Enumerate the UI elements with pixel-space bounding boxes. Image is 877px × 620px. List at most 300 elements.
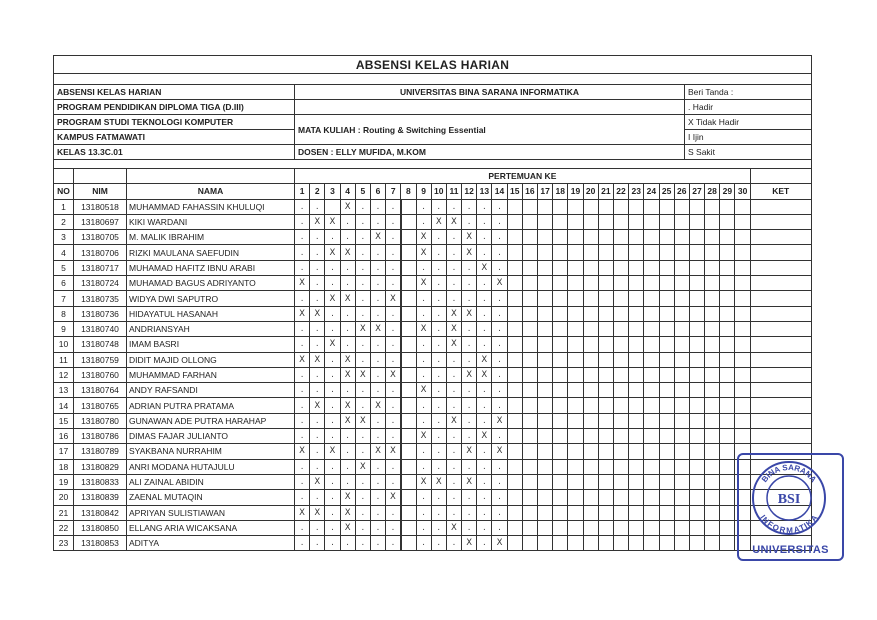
header-table: [53, 55, 812, 169]
attendance-mark: .: [340, 536, 355, 551]
attendance-mark: .: [431, 398, 446, 413]
attendance-mark: [325, 199, 340, 214]
attendance-mark: .: [325, 413, 340, 428]
attendance-mark: [583, 490, 598, 505]
attendance-mark: .: [492, 199, 507, 214]
student-nim: 13180740: [74, 321, 127, 336]
attendance-mark: [629, 291, 644, 306]
attendance-mark: [613, 214, 628, 229]
attendance-mark: [689, 474, 704, 489]
meeting-number-header: 18: [553, 184, 568, 199]
attendance-mark: X: [416, 474, 431, 489]
attendance-mark: [598, 413, 613, 428]
meeting-number-header: 7: [386, 184, 401, 199]
attendance-mark: .: [477, 398, 492, 413]
attendance-mark: X: [492, 276, 507, 291]
attendance-mark: .: [355, 276, 370, 291]
attendance-mark: [613, 520, 628, 535]
attendance-mark: [735, 276, 750, 291]
attendance-mark: .: [370, 245, 385, 260]
attendance-mark: .: [477, 337, 492, 352]
attendance-mark: [568, 276, 583, 291]
attendance-mark: .: [340, 306, 355, 321]
attendance-mark: X: [462, 536, 477, 551]
attendance-mark: .: [340, 260, 355, 275]
attendance-mark: [659, 505, 674, 520]
attendance-mark: X: [431, 474, 446, 489]
attendance-mark: [553, 260, 568, 275]
attendance-mark: [629, 444, 644, 459]
attendance-mark: .: [386, 413, 401, 428]
attendance-mark: [689, 459, 704, 474]
attendance-mark: .: [325, 505, 340, 520]
attendance-mark: X: [340, 490, 355, 505]
attendance-mark: X: [295, 352, 310, 367]
meeting-number-header: 14: [492, 184, 507, 199]
attendance-mark: [583, 367, 598, 382]
attendance-mark: .: [416, 291, 431, 306]
attendance-mark: [735, 367, 750, 382]
attendance-mark: X: [462, 367, 477, 382]
attendance-mark: .: [477, 459, 492, 474]
col-no-header: NO: [54, 184, 74, 199]
attendance-mark: X: [386, 444, 401, 459]
attendance-mark: X: [325, 214, 340, 229]
attendance-mark: [401, 490, 416, 505]
meeting-number-header: 21: [598, 184, 613, 199]
attendance-mark: [553, 383, 568, 398]
attendance-mark: [583, 398, 598, 413]
attendance-mark: .: [462, 276, 477, 291]
attendance-mark: .: [386, 459, 401, 474]
attendance-mark: [720, 413, 735, 428]
student-name: KIKI WARDANI: [127, 214, 295, 229]
attendance-mark: .: [416, 444, 431, 459]
attendance-mark: [613, 459, 628, 474]
attendance-mark: .: [477, 230, 492, 245]
attendance-mark: .: [492, 383, 507, 398]
stamp-label: UNIVERSITAS: [752, 544, 829, 556]
attendance-mark: [507, 505, 522, 520]
attendance-mark: [644, 214, 659, 229]
attendance-mark: .: [340, 383, 355, 398]
attendance-mark: .: [446, 260, 461, 275]
attendance-mark: .: [355, 444, 370, 459]
meeting-number-header: 15: [507, 184, 522, 199]
student-no: 8: [54, 306, 74, 321]
attendance-mark: [613, 413, 628, 428]
attendance-mark: [538, 306, 553, 321]
student-name: ELLANG ARIA WICAKSANA: [127, 520, 295, 535]
attendance-mark: [613, 505, 628, 520]
attendance-mark: .: [416, 337, 431, 352]
attendance-mark: [568, 490, 583, 505]
attendance-mark: .: [355, 230, 370, 245]
attendance-mark: X: [340, 352, 355, 367]
attendance-mark: .: [446, 230, 461, 245]
attendance-mark: .: [310, 337, 325, 352]
attendance-mark: .: [462, 490, 477, 505]
attendance-mark: .: [340, 276, 355, 291]
attendance-mark: .: [416, 459, 431, 474]
attendance-mark: .: [462, 413, 477, 428]
attendance-mark: .: [310, 444, 325, 459]
attendance-mark: [644, 306, 659, 321]
attendance-mark: [538, 383, 553, 398]
attendance-mark: .: [355, 214, 370, 229]
attendance-mark: .: [310, 459, 325, 474]
attendance-mark: [613, 383, 628, 398]
attendance-mark: [553, 398, 568, 413]
attendance-mark: [689, 199, 704, 214]
attendance-mark: [598, 383, 613, 398]
attendance-mark: .: [492, 321, 507, 336]
attendance-mark: .: [431, 321, 446, 336]
attendance-mark: X: [340, 291, 355, 306]
attendance-mark: .: [416, 536, 431, 551]
attendance-mark: [613, 398, 628, 413]
attendance-mark: [689, 352, 704, 367]
attendance-mark: .: [310, 429, 325, 444]
attendance-mark: [507, 459, 522, 474]
meeting-number-header: 6: [370, 184, 385, 199]
attendance-mark: [720, 230, 735, 245]
attendance-mark: [674, 321, 689, 336]
attendance-mark: .: [370, 337, 385, 352]
attendance-mark: [522, 444, 537, 459]
meeting-number-header: 20: [583, 184, 598, 199]
attendance-mark: [568, 474, 583, 489]
student-nim: 13180717: [74, 260, 127, 275]
attendance-mark: [613, 230, 628, 245]
student-no: 15: [54, 413, 74, 428]
lecturer-name: DOSEN : ELLY MUFIDA, M.KOM: [295, 145, 685, 160]
attendance-mark: [598, 260, 613, 275]
attendance-mark: .: [310, 245, 325, 260]
student-nim: 13180839: [74, 490, 127, 505]
attendance-mark: [720, 245, 735, 260]
attendance-mark: .: [492, 306, 507, 321]
attendance-mark: [538, 337, 553, 352]
attendance-mark: [507, 490, 522, 505]
attendance-mark: [598, 230, 613, 245]
attendance-mark: .: [431, 536, 446, 551]
attendance-mark: [613, 490, 628, 505]
student-nim: 13180765: [74, 398, 127, 413]
attendance-mark: .: [370, 352, 385, 367]
attendance-mark: [720, 474, 735, 489]
attendance-mark: [689, 413, 704, 428]
attendance-mark: [705, 444, 720, 459]
attendance-mark: [705, 230, 720, 245]
attendance-mark: [401, 536, 416, 551]
attendance-mark: [674, 214, 689, 229]
attendance-mark: .: [325, 459, 340, 474]
meeting-number-header: 13: [477, 184, 492, 199]
attendance-mark: [401, 245, 416, 260]
attendance-mark: X: [310, 505, 325, 520]
attendance-mark: X: [355, 413, 370, 428]
student-nim: 13180724: [74, 276, 127, 291]
attendance-mark: .: [295, 429, 310, 444]
attendance-mark: X: [295, 276, 310, 291]
attendance-mark: .: [477, 444, 492, 459]
attendance-mark: [507, 321, 522, 336]
attendance-mark: X: [416, 429, 431, 444]
student-no: 11: [54, 352, 74, 367]
attendance-mark: .: [355, 291, 370, 306]
attendance-mark: [507, 398, 522, 413]
attendance-mark: .: [446, 352, 461, 367]
attendance-mark: [553, 291, 568, 306]
attendance-mark: .: [431, 306, 446, 321]
attendance-mark: [629, 276, 644, 291]
attendance-mark: .: [431, 337, 446, 352]
attendance-mark: [583, 306, 598, 321]
attendance-mark: X: [477, 367, 492, 382]
attendance-mark: .: [386, 520, 401, 535]
attendance-mark: .: [325, 536, 340, 551]
attendance-mark: [553, 444, 568, 459]
attendance-mark: [401, 306, 416, 321]
attendance-mark: .: [295, 260, 310, 275]
attendance-mark: [401, 214, 416, 229]
student-name: DIDIT MAJID OLLONG: [127, 352, 295, 367]
student-no: 4: [54, 245, 74, 260]
info-label: PROGRAM PENDIDIKAN DIPLOMA TIGA (D.III): [54, 100, 295, 115]
attendance-mark: [401, 291, 416, 306]
student-ket: [750, 230, 811, 245]
attendance-mark: [644, 383, 659, 398]
attendance-mark: [659, 245, 674, 260]
attendance-mark: [644, 490, 659, 505]
student-name: MUHAMAD HAFITZ IBNU ARABI: [127, 260, 295, 275]
attendance-mark: .: [370, 505, 385, 520]
attendance-mark: .: [416, 199, 431, 214]
student-name: RIZKI MAULANA SAEFUDIN: [127, 245, 295, 260]
attendance-mark: [553, 199, 568, 214]
meeting-number-header: 24: [644, 184, 659, 199]
meeting-number-header: 27: [689, 184, 704, 199]
attendance-mark: .: [431, 520, 446, 535]
attendance-mark: [720, 214, 735, 229]
attendance-mark: [538, 520, 553, 535]
attendance-mark: [507, 199, 522, 214]
attendance-mark: [568, 398, 583, 413]
stamp-ring-top: BINA SARANA: [759, 462, 819, 484]
attendance-mark: [522, 383, 537, 398]
attendance-mark: X: [370, 398, 385, 413]
attendance-mark: .: [355, 505, 370, 520]
meeting-number-header: 9: [416, 184, 431, 199]
attendance-mark: [674, 474, 689, 489]
attendance-mark: [507, 474, 522, 489]
attendance-mark: .: [446, 459, 461, 474]
attendance-mark: [568, 321, 583, 336]
attendance-mark: .: [370, 413, 385, 428]
attendance-mark: [613, 199, 628, 214]
attendance-mark: .: [462, 321, 477, 336]
attendance-mark: [568, 413, 583, 428]
attendance-mark: X: [492, 413, 507, 428]
student-name: MUHAMMAD FAHASSIN KHULUQI: [127, 199, 295, 214]
attendance-mark: .: [310, 413, 325, 428]
attendance-mark: [705, 291, 720, 306]
attendance-mark: [689, 321, 704, 336]
attendance-mark: [735, 245, 750, 260]
student-no: 16: [54, 429, 74, 444]
attendance-mark: .: [370, 490, 385, 505]
attendance-mark: [583, 413, 598, 428]
attendance-mark: [629, 474, 644, 489]
attendance-mark: [644, 459, 659, 474]
attendance-mark: [659, 352, 674, 367]
attendance-mark: .: [431, 352, 446, 367]
student-name: IMAM BASRI: [127, 337, 295, 352]
attendance-mark: [538, 214, 553, 229]
attendance-mark: .: [477, 505, 492, 520]
attendance-mark: [629, 383, 644, 398]
attendance-mark: [598, 321, 613, 336]
attendance-mark: [401, 260, 416, 275]
attendance-mark: [720, 520, 735, 535]
attendance-mark: [735, 337, 750, 352]
student-ket: [750, 413, 811, 428]
attendance-mark: X: [340, 245, 355, 260]
attendance-mark: [674, 306, 689, 321]
attendance-mark: [613, 444, 628, 459]
attendance-mark: [689, 306, 704, 321]
attendance-mark: .: [386, 429, 401, 444]
attendance-mark: [401, 352, 416, 367]
attendance-mark: [644, 444, 659, 459]
attendance-mark: [583, 505, 598, 520]
attendance-mark: [720, 199, 735, 214]
attendance-mark: .: [431, 245, 446, 260]
student-name: M. MALIK IBRAHIM: [127, 230, 295, 245]
attendance-mark: [522, 474, 537, 489]
attendance-mark: .: [462, 398, 477, 413]
attendance-mark: .: [446, 276, 461, 291]
attendance-mark: [659, 260, 674, 275]
attendance-mark: [522, 429, 537, 444]
meeting-number-header: 12: [462, 184, 477, 199]
student-nim: 13180833: [74, 474, 127, 489]
attendance-mark: [507, 245, 522, 260]
attendance-mark: [522, 199, 537, 214]
student-name: ZAENAL MUTAQIN: [127, 490, 295, 505]
attendance-mark: X: [325, 291, 340, 306]
attendance-mark: X: [386, 291, 401, 306]
attendance-mark: [705, 276, 720, 291]
attendance-mark: [659, 398, 674, 413]
attendance-mark: [735, 306, 750, 321]
attendance-mark: [613, 291, 628, 306]
attendance-mark: [401, 367, 416, 382]
attendance-mark: .: [310, 276, 325, 291]
attendance-mark: [720, 490, 735, 505]
student-name: DIMAS FAJAR JULIANTO: [127, 429, 295, 444]
attendance-mark: .: [477, 245, 492, 260]
attendance-mark: [689, 276, 704, 291]
attendance-mark: X: [416, 321, 431, 336]
attendance-mark: [644, 520, 659, 535]
attendance-mark: [659, 413, 674, 428]
attendance-mark: .: [431, 505, 446, 520]
student-nim: 13180789: [74, 444, 127, 459]
attendance-mark: [598, 291, 613, 306]
attendance-mark: .: [340, 444, 355, 459]
attendance-mark: [538, 413, 553, 428]
meeting-number-header: 28: [705, 184, 720, 199]
attendance-mark: [659, 444, 674, 459]
attendance-mark: [507, 352, 522, 367]
student-row: [54, 352, 812, 367]
attendance-mark: [538, 321, 553, 336]
attendance-mark: [553, 245, 568, 260]
attendance-mark: .: [386, 536, 401, 551]
attendance-mark: .: [355, 490, 370, 505]
attendance-mark: .: [492, 490, 507, 505]
attendance-mark: .: [446, 474, 461, 489]
student-ket: [750, 321, 811, 336]
student-nim: 13180764: [74, 383, 127, 398]
student-row: [54, 276, 812, 291]
info-label: PROGRAM STUDI TEKNOLOGI KOMPUTER: [54, 115, 295, 130]
attendance-mark: .: [355, 306, 370, 321]
attendance-mark: [659, 321, 674, 336]
student-no: 7: [54, 291, 74, 306]
attendance-mark: [568, 505, 583, 520]
stamp-ring-bottom: INFORMATIKA: [758, 513, 820, 536]
attendance-mark: [735, 260, 750, 275]
attendance-mark: .: [477, 383, 492, 398]
attendance-mark: .: [492, 214, 507, 229]
attendance-mark: [689, 230, 704, 245]
attendance-mark: .: [492, 459, 507, 474]
attendance-mark: .: [477, 291, 492, 306]
attendance-mark: .: [340, 230, 355, 245]
attendance-mark: .: [310, 490, 325, 505]
attendance-mark: [401, 520, 416, 535]
meeting-number-header: 17: [538, 184, 553, 199]
info-label: KAMPUS FATMAWATI: [54, 130, 295, 145]
attendance-mark: .: [386, 260, 401, 275]
university-name: UNIVERSITAS BINA SARANA INFORMATIKA: [295, 85, 685, 100]
attendance-mark: [705, 352, 720, 367]
attendance-mark: [507, 260, 522, 275]
attendance-mark: [538, 352, 553, 367]
attendance-mark: .: [370, 520, 385, 535]
student-name: MUHAMMAD FARHAN: [127, 367, 295, 382]
student-name: SYAKBANA NURRAHIM: [127, 444, 295, 459]
attendance-mark: X: [295, 306, 310, 321]
student-ket: [750, 199, 811, 214]
attendance-mark: .: [295, 490, 310, 505]
attendance-mark: X: [355, 367, 370, 382]
attendance-mark: [401, 505, 416, 520]
attendance-mark: .: [446, 367, 461, 382]
attendance-mark: .: [446, 383, 461, 398]
attendance-mark: .: [370, 429, 385, 444]
attendance-mark: .: [462, 352, 477, 367]
attendance-mark: X: [446, 214, 461, 229]
legend-item: S Sakit: [685, 145, 812, 160]
attendance-mark: [568, 199, 583, 214]
attendance-mark: [507, 429, 522, 444]
student-nim: 13180780: [74, 413, 127, 428]
attendance-mark: [659, 429, 674, 444]
